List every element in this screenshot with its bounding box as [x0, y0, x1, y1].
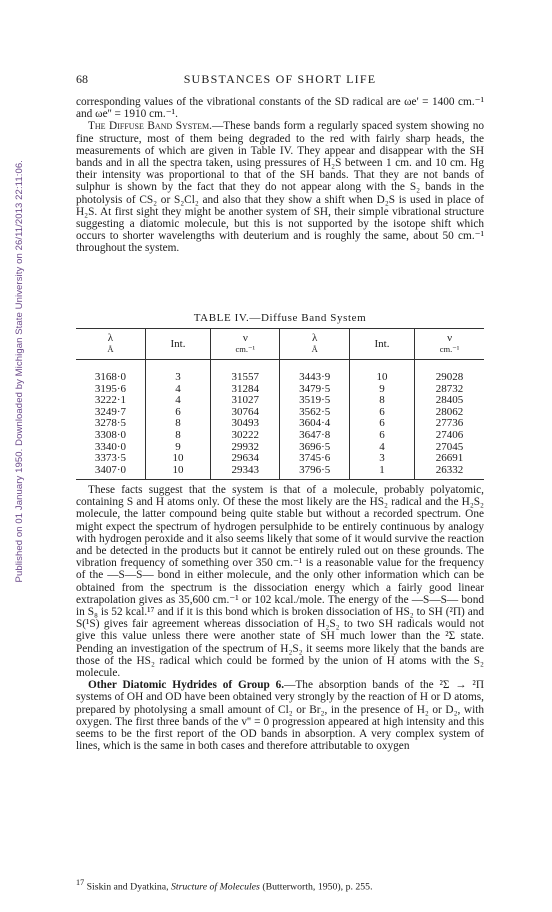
table-cell: 6	[145, 407, 210, 419]
table-cell: 3278·5	[94, 417, 127, 430]
paragraph-diffuse-band-text: —These bands form a regularly spaced system showing no fine structure, most of them being degraded to the red with fairly sharp heads, the measurements of which are given in Table IV. They appear and disappear with the SH bands and in all the spectra taken, using pressures of H₂S between 1 cm. and 10 cm. Hg their intensity was proportional to that of the SH bands. That they are not bands of sulphur is shown by the fact that they do not appear along with the S₂ bands in the photolysis of CS₂ or S₂Cl₂ and also that they show a shift when D₂S is used in place of H₂S. At first sight they might be another system of SH, their simple vibrational structure suggesting a diatomic molecule, but this is not supported by the isotope shift which occurs to shorter wavelengths with deuterium and is roughly the same, about 50 cm.⁻¹ throughout the system.	[76, 120, 484, 255]
table-cell: 6	[349, 418, 414, 430]
table-header-symbol: λ	[311, 332, 318, 344]
table-cell: 31557	[211, 372, 280, 384]
table-cell: 3443·9	[280, 372, 349, 384]
table-cell: 3604·4	[280, 418, 349, 430]
footnote-authors: Siskin and Dyatkina,	[86, 881, 169, 893]
section-heading-other-hydrides: Other Diatomic Hydrides of Group 6.	[88, 679, 285, 692]
table-cell: 28732	[415, 384, 484, 396]
table-cell: 29343	[211, 465, 280, 480]
table-row	[76, 384, 484, 396]
table-header-cell	[76, 329, 145, 360]
table-cell: 30764	[211, 407, 280, 419]
table-cell: 10	[145, 453, 210, 465]
table-cell: 3696·5	[280, 442, 349, 454]
table-header-symbol: λ	[107, 332, 114, 344]
page-header	[76, 72, 484, 88]
table-header-symbol: ν	[242, 332, 248, 344]
diffuse-band-table	[76, 328, 484, 480]
table-cell: 8	[145, 430, 210, 442]
table-cell: 3222·1	[94, 394, 127, 407]
table-cell: 26332	[415, 465, 484, 480]
table-row	[76, 430, 484, 442]
page-number: 68	[76, 72, 88, 86]
table-cell: 3562·5	[280, 407, 349, 419]
table-header-cell	[415, 329, 484, 360]
table-cell: 9	[145, 442, 210, 454]
table-caption: TABLE IV.—Diffuse Band System	[193, 312, 367, 324]
table-cell: 10	[145, 465, 210, 480]
section-heading-diffuse-band: The Diffuse Band System.	[88, 120, 212, 133]
table-header-unit: cm.⁻¹	[439, 344, 460, 354]
table-cell: 3249·7	[94, 405, 127, 418]
table-row	[76, 395, 484, 407]
table-cell: 3195·6	[94, 382, 127, 395]
body-text-bottom	[76, 484, 484, 752]
table-header-cell	[349, 329, 414, 360]
table-header-symbol: ν	[447, 332, 453, 344]
table-row	[76, 442, 484, 454]
table-cell: 30222	[211, 430, 280, 442]
table-cell: 30493	[211, 418, 280, 430]
table-cell: 9	[349, 384, 414, 396]
table-header-unit: Å	[311, 344, 318, 354]
table-header-unit: cm.⁻¹	[235, 344, 256, 354]
table-cell: 28062	[415, 407, 484, 419]
table-header-cell	[211, 329, 280, 360]
table-row	[76, 418, 484, 430]
table-header-unit: Å	[107, 344, 114, 354]
paragraph-other-hydrides	[76, 679, 484, 752]
table-cell: 6	[349, 430, 414, 442]
table-row	[76, 372, 484, 384]
table-cell: 3308·0	[94, 428, 127, 441]
footnote	[76, 878, 484, 892]
table-cell: 3373·5	[94, 452, 127, 465]
download-stamp	[14, 160, 28, 720]
body-text-top	[76, 96, 484, 255]
table-row	[76, 407, 484, 419]
paragraph-diffuse-band	[76, 120, 484, 254]
download-stamp-text: Published on 01 January 1950. Downloaded by Michigan State University on 26/11/2013 22:11:06.	[14, 160, 25, 583]
table-cell: 29932	[211, 442, 280, 454]
footnote-marker: 17	[76, 878, 85, 887]
paragraph-sd-constants: corresponding values of the vibrational constants of the SD radical are ωe' = 1400 cm.⁻¹ and ωe'' = 1910 cm.⁻¹.	[76, 96, 484, 121]
table-body	[76, 360, 484, 480]
table-row	[76, 453, 484, 465]
table-cell: 3407·0	[76, 465, 145, 480]
table-cell: 8	[145, 418, 210, 430]
table-cell: 3647·8	[280, 430, 349, 442]
paragraph-hs2-discussion: These facts suggest that the system is that of a molecule, probably polyatomic, containing S and H atoms only. Of these the most likely are the HS₂ radical and the H₂S₂ molecule, the latter compound being quite stable but without a recorded spectrum. One might expect the spectrum of hydrogen persulphide to be entirely continuous by analogy with hydrogen peroxide and it also seems likely that some of it would survive the reaction and be detected in the products but it cannot be entirely ruled out on these grounds. The vibration frequency of something over 350 cm.⁻¹ is a reasonable value for the frequency of the —S—S— bond in either molecule, and the only other information which can be obtained from the spectrum is the dissociation energy which a fairly good linear extrapolation gives as 35,600 cm.⁻¹ or 102 kcal./mole. The energy of the —S—S— bond in S₈ is 52 kcal.¹⁷ and if it is this bond which is broken dissociation of HS₂ to SH (²Π) and S(¹S) gives fair agreement whereas dissociation of H₂S₂ to two SH radicals would not give this value unless there were another state of SH much lower than the ²Σ state. Pending an investigation of the spectrum of H₂S₂ it seems more likely that the bands are those of the HS₂ radical which could be formed by the union of H atoms with the S₂ molecule.	[76, 484, 484, 680]
table-cell: 27045	[415, 442, 484, 454]
table-cell: 3519·5	[280, 395, 349, 407]
table-cell: 3	[145, 372, 210, 384]
table-cell: 6	[349, 407, 414, 419]
table-header-symbol: Int.	[170, 337, 186, 350]
table-cell: 26691	[415, 453, 484, 465]
table-cell: 4	[349, 442, 414, 454]
table-cell: 31284	[211, 384, 280, 396]
table-cell: 29028	[415, 372, 484, 384]
table-cell: 3	[349, 453, 414, 465]
table-cell: 10	[349, 372, 414, 384]
table-header-symbol: Int.	[374, 337, 390, 350]
table-cell: 3479·5	[280, 384, 349, 396]
table-header-cell	[280, 329, 349, 360]
table-cell: 3168·0	[94, 371, 127, 383]
table-cell: 3340·0	[94, 440, 127, 453]
table-cell: 27406	[415, 430, 484, 442]
running-title: SUBSTANCES OF SHORT LIFE	[183, 72, 377, 86]
table-cell: 29634	[211, 453, 280, 465]
table-cell: 3745·6	[280, 453, 349, 465]
paragraph-other-hydrides-text: —The absorption bands of the ²Σ → ²Π systems of OH and OD have been obtained very strongly by the reaction of H or D atoms, prepared by photolysing a small amount of Cl₂ or Br₂, in the presence of H₂ or D₂, with oxygen. The first three bands of the v'' = 0 progression appeared at high intensity and this seems to be the first report of the OD bands in absorption. A very complex system of lines, which is the same in both cases and therefore attributable to oxygen	[76, 679, 484, 753]
footnote-title: Structure of Molecules	[170, 881, 260, 893]
table-cell: 28405	[415, 395, 484, 407]
table-header-cell	[145, 329, 210, 360]
table-cell: 3796·5	[280, 465, 349, 480]
table-cell: 8	[349, 395, 414, 407]
footnote-rest: (Butterworth, 1950), p. 255.	[262, 881, 373, 893]
table-cell: 4	[145, 384, 210, 396]
table-spacer-row	[76, 360, 484, 373]
table-row	[76, 465, 484, 480]
table-cell: 1	[349, 465, 414, 480]
table-cell: 31027	[211, 395, 280, 407]
table-cell: 4	[145, 395, 210, 407]
table-header-row	[76, 329, 484, 360]
table-cell: 27736	[415, 418, 484, 430]
